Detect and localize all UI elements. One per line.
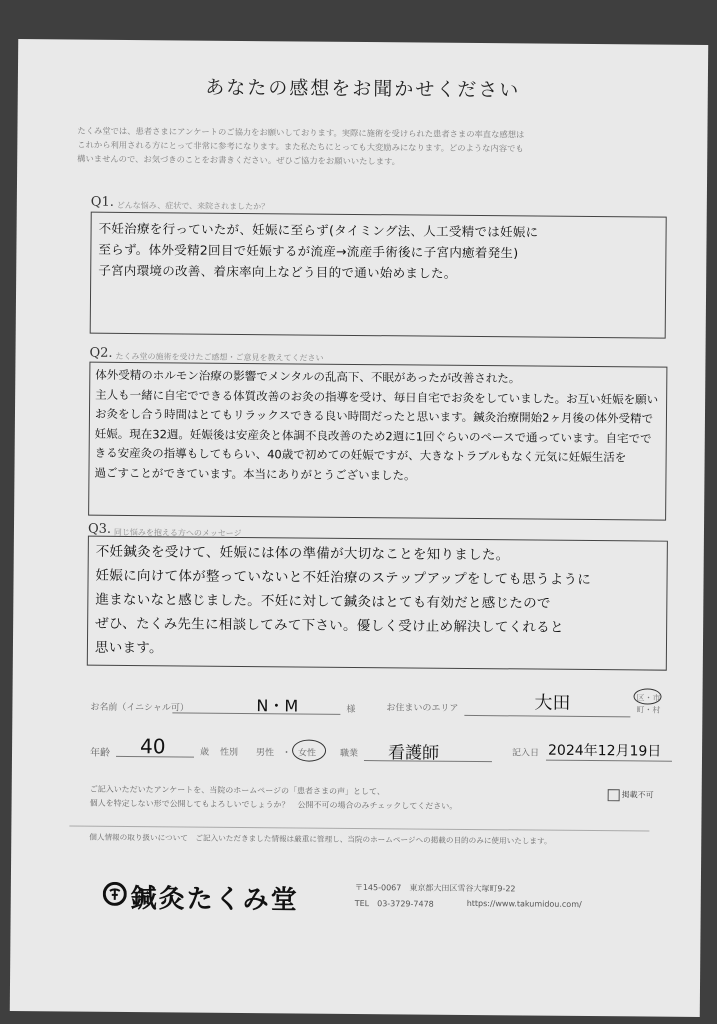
area-suffix-town: 町・村 bbox=[636, 705, 661, 715]
age-label: 年齢 bbox=[89, 747, 111, 759]
q3-answer: 不妊鍼灸を受けて、妊娠には体の準備が大切なことを知りました。 妊娠に向けて体が整っていないと不妊治療のステップアップをしても思うように 進まないなと感じました。不妊に対して鍼灸はとても有効だと感じたので ぜひ、たくみ先生に相談してみて下さい。優しく受け止め解決してくれると 思います。 bbox=[94, 543, 592, 657]
q3-label: Q3. bbox=[87, 521, 112, 537]
q1-answer: 不妊治療を行っていたが、妊娠に至らず(タイミング法、人工受精では妊娠に 至らず。体外受精2回目で妊娠するが流産→流産手術後に子宮内癒着発生) 子宮内環境の改善、着床率向上などう目的で通い始めました。 bbox=[98, 220, 539, 281]
q2-label: Q2. bbox=[89, 345, 113, 361]
area-label: お住まいのエリア bbox=[386, 703, 459, 714]
date-label: 記入日 bbox=[511, 748, 540, 759]
area-suffix-ward: 区・市 bbox=[636, 693, 661, 703]
name-label: お名前（イニシャル可） bbox=[90, 702, 189, 714]
area-line bbox=[464, 715, 630, 717]
clinic-url: https://www.takumidou.com/ bbox=[466, 898, 582, 909]
no-publish-checkbox[interactable] bbox=[608, 789, 620, 801]
clinic-address: 〒145-0067 東京都大田区雪谷大塚町9-22 bbox=[354, 882, 516, 894]
privacy-note: 個人情報の取り扱いについて ご記入いただきました情報は厳重に管理し、当院のホームページへの掲載の目的のみに使用いたします。 bbox=[89, 832, 552, 846]
area-value: 大田 bbox=[534, 692, 571, 714]
job-value: 看護師 bbox=[387, 743, 440, 764]
gender-female: 女性 bbox=[297, 748, 317, 759]
intro-line: たくみ堂では、患者さまにアンケートのご協力をお願いしております。実際に施術を受けられた患者さまの率直な感想は bbox=[77, 125, 525, 140]
job-label: 職業 bbox=[339, 748, 359, 760]
gender-label: 性別 bbox=[219, 747, 239, 758]
consent-line-1: ご記入いただいたアンケートを、当院のホームページの「患者さまの声」として、 bbox=[89, 784, 385, 797]
age-suffix: 歳 bbox=[199, 747, 210, 758]
q2-prompt: たくみ堂の施術を受けたご感想・ご意見を教えてください bbox=[115, 351, 324, 363]
page-title: あなたの感想をお聞かせください bbox=[205, 76, 521, 102]
q3-prompt: 同じ悩みを抱える方へのメッセージ bbox=[113, 527, 242, 538]
divider bbox=[69, 825, 649, 831]
gender-male: 男性 bbox=[255, 748, 275, 759]
intro-line: これから利用される方にとって非常に参考になります。また私たちにとっても大変励みになります。どのような内容でも bbox=[77, 139, 524, 154]
no-publish-label: 掲載不可 bbox=[621, 790, 654, 800]
clinic-tel: TEL 03-3729-7478 bbox=[354, 898, 434, 909]
name-suffix: 様 bbox=[346, 704, 356, 715]
q1-label: Q1. bbox=[90, 194, 114, 210]
consent-line-2: 個人を特定しない形で公開してもよろしいでしょうか？ 公開不可の場合のみチェックしてください。 bbox=[89, 798, 458, 811]
q2-answer: 体外受精のホルモン治療の影響でメンタルの乱高下、不眠があったが改善された。 主人も一緒に自宅でできる体質改善のお灸の指導を受け、毎日自宅でお灸をしていました。お互い妊娠を願いお灸をし合う時間はとてもリラックスできる良い時間だったと思います。鍼灸治療開始2ヶ月後の体外受精で妊娠。現在32週。妊娠後は安産灸と体調不良改善のため2週に1回ぐらいのペースで通っています。自宅でできる安産灸の指導もしてもらい、40歳で初めての妊娠ですが、大きなトラブルもなく元気に妊娠生活を 過ごすことができています。本当にありがとうございました。 bbox=[94, 367, 659, 482]
intro-line: 構いませんので、お気づきのことをお書きください。ぜひご協力をお願いいたします。 bbox=[77, 153, 401, 167]
clinic-logo-icon bbox=[103, 882, 127, 906]
age-value: 40 bbox=[139, 734, 166, 759]
date-value: 2024年12月19日 bbox=[547, 742, 662, 760]
name-value: N・M bbox=[256, 696, 299, 716]
survey-sheet bbox=[10, 39, 708, 1017]
gender-separator: ・ bbox=[281, 748, 292, 759]
intro-text bbox=[77, 124, 677, 171]
q1-prompt: どんな悩み、症状で、来院されましたか？ bbox=[116, 200, 270, 212]
area-circle-mark bbox=[633, 688, 661, 704]
clinic-name: 鍼灸たくみ堂 bbox=[130, 884, 299, 916]
gender-circle-mark bbox=[292, 739, 326, 761]
